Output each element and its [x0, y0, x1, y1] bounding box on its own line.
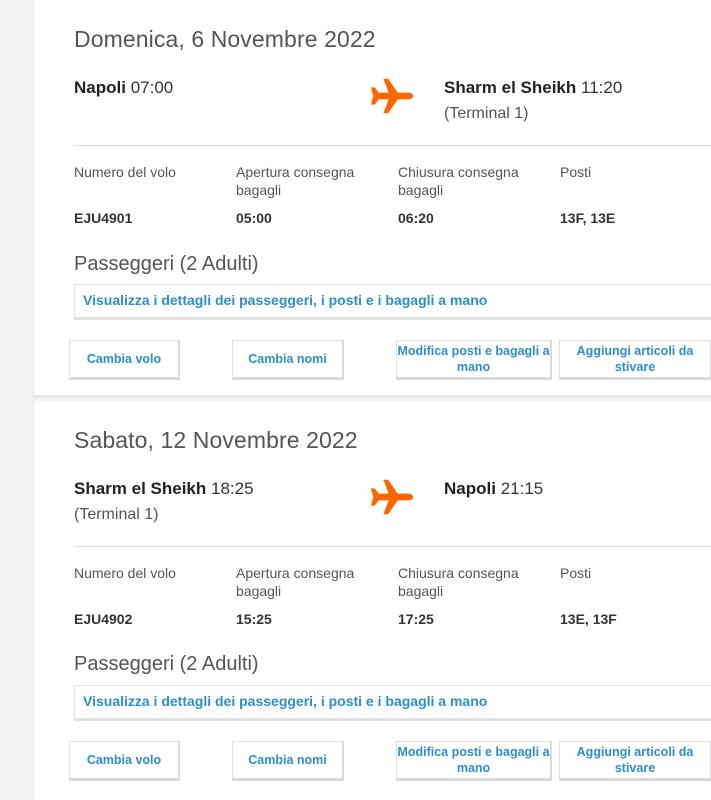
- seats-value: 13E, 13F: [560, 611, 617, 627]
- dest-city: Sharm el Sheikh: [444, 78, 577, 97]
- origin: [74, 78, 173, 98]
- change-flight-button[interactable]: Cambia volo: [69, 340, 180, 380]
- dest-terminal: (Terminal 1): [444, 105, 529, 122]
- flight-date: Sabato, 12 Novembre 2022: [74, 427, 358, 453]
- flight-card-return: [33, 401, 711, 800]
- flight-number-value: EJU4902: [74, 611, 133, 627]
- passenger-details-link[interactable]: Visualizza i dettagli dei passeggeri, i posti e i bagagli a mano: [74, 284, 711, 320]
- origin: [74, 479, 254, 499]
- airplane-icon: [369, 76, 415, 116]
- bag-close-label: Chiusura consegna bagagli: [398, 164, 519, 198]
- destination: [444, 479, 543, 499]
- destination: [444, 78, 622, 98]
- origin-city: Napoli: [74, 78, 126, 97]
- flight-date: Domenica, 6 Novembre 2022: [74, 26, 376, 52]
- flight-card-outbound: [33, 0, 711, 398]
- flight-number-label: Numero del volo: [74, 164, 176, 180]
- flight-number-label: Numero del volo: [74, 565, 176, 581]
- bag-close-value: 06:20: [398, 210, 434, 226]
- passengers-title: Passeggeri (2 Adulti): [74, 253, 259, 275]
- flight-number-value: EJU4901: [74, 210, 133, 226]
- passenger-details-link[interactable]: Visualizza i dettagli dei passeggeri, i posti e i bagagli a mano: [74, 685, 711, 721]
- seats-label: Posti: [560, 565, 592, 581]
- bag-open-value: 05:00: [236, 210, 272, 226]
- modify-seats-button[interactable]: Modifica posti e bagagli a mano: [396, 340, 552, 380]
- origin-time: 18:25: [211, 479, 254, 498]
- seats-label: Posti: [560, 164, 592, 180]
- change-flight-button[interactable]: Cambia volo: [69, 741, 180, 781]
- bag-close-value: 17:25: [398, 611, 434, 627]
- origin-terminal: (Terminal 1): [74, 506, 159, 523]
- dest-time: 11:20: [581, 78, 623, 97]
- change-names-button[interactable]: Cambia nomi: [232, 741, 344, 781]
- passengers-title: Passeggeri (2 Adulti): [74, 653, 259, 675]
- bag-close-label: Chiusura consegna bagagli: [398, 565, 519, 599]
- add-hold-items-button[interactable]: Aggiungi articoli da stivare: [559, 741, 711, 781]
- dest-city: Napoli: [444, 479, 496, 498]
- modify-seats-button[interactable]: Modifica posti e bagagli a mano: [396, 741, 552, 781]
- seats-value: 13F, 13E: [560, 210, 616, 226]
- dest-time: 21:15: [500, 479, 544, 498]
- add-hold-items-button[interactable]: Aggiungi articoli da stivare: [559, 340, 711, 380]
- divider: [74, 546, 711, 547]
- origin-time: 07:00: [130, 78, 174, 97]
- bag-open-label: Apertura consegna bagagli: [236, 164, 355, 198]
- divider: [74, 145, 711, 146]
- change-names-button[interactable]: Cambia nomi: [232, 340, 344, 380]
- airplane-icon: [369, 477, 415, 517]
- bag-open-value: 15:25: [236, 611, 272, 627]
- bag-open-label: Apertura consegna bagagli: [236, 565, 355, 599]
- origin-city: Sharm el Sheikh: [74, 479, 207, 498]
